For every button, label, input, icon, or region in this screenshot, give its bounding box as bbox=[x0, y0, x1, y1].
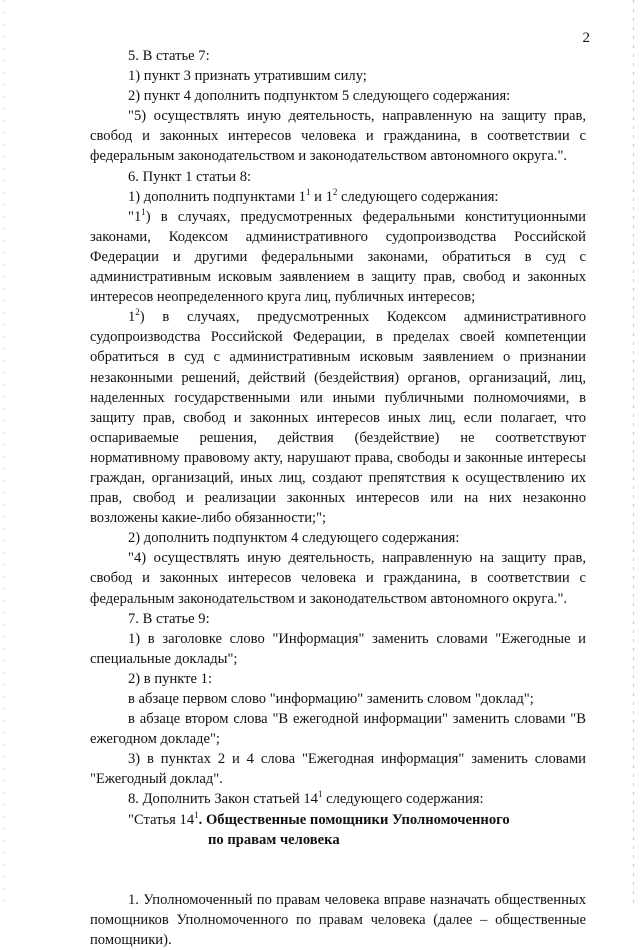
paragraph-subitem-1-2: $1^2$) в случаях, предусмотренных Кодексом административного судопроизводства Российской Федерации, в пределах своей компетенции обратиться в суд с административным исковым заявлением о признании незаконными решений, действий (бездействия) органов, организаций, лиц, наделенных государственными или иными публичными полномочиями, в защиту прав, свобод и законных интересов иных лиц, если полагает, что оспариваемые решения, действия (бездействие) не соответствуют нормативному правовому акту, нарушают права, свободы и законные интересы граждан, организаций, иных лиц, создают препятствия к осуществлению их прав, свобод и реализации законных интересов или на них незаконно возложены какие-либо обязанности;"; bbox=[90, 307, 586, 527]
page-number: 2 bbox=[582, 30, 590, 46]
article-heading: "Статья $14^1$. Общественные помощники Уполномоченного bbox=[128, 809, 510, 828]
paragraph-supplement-subitems: 1) дополнить подпунктами $1^1$ и $1^2$ следующего содержания: bbox=[128, 186, 499, 205]
paragraph-item-1: 2) в пункте 1: bbox=[128, 670, 213, 687]
paragraph-article-8: 6. Пункт 1 статьи 8: bbox=[128, 168, 252, 185]
paragraph-items-2-4: 3) в пунктах 2 и 4 слова "Ежегодная информация" заменить словами "Ежегодный доклад". bbox=[90, 751, 586, 788]
paragraph-subitem-1-1: "$1^1$) в случаях, предусмотренных федеральными конституционными законами, Кодексом административного судопроизводства Российской Федерации и другими федеральными законами, обратиться в суд с административным исковым заявлением в защиту прав, свобод и законных интересов неопределенного круга лиц, публичных интересов; bbox=[90, 206, 586, 306]
paragraph-quote-subitem-4: "4) осуществлять иную деятельность, направленную на защиту прав, свобод и законных интересов человека и гражданина, в соответствии с федеральным законодательством и законодательством автономного округа.". bbox=[90, 550, 586, 607]
article-title-line-1: Общественные помощники Уполномоченного bbox=[205, 811, 510, 828]
paragraph-item-1-repeal: 1) пункт 3 признать утратившим силу; bbox=[128, 68, 367, 85]
article-title-line-2: по правам человека bbox=[208, 831, 340, 848]
paragraph-article-9: 7. В статье 9: bbox=[128, 610, 210, 627]
paragraph-quote-subitem-5: "5) осуществлять иную деятельность, направленную на защиту прав, свобод и законных интересов человека и гражданина, в соответствии с федеральным законодательством и законодательством автономного округа.". bbox=[90, 108, 586, 165]
paragraph-item-2-supplement: 2) пункт 4 дополнить подпунктом 5 следующего содержания: bbox=[128, 88, 511, 105]
paragraph-public-assistants: 1. Уполномоченный по правам человека вправе назначать общественных помощников Уполномоченного по правам человека (далее – общественные помощники). bbox=[90, 891, 586, 948]
paragraph-first-abzac: в абзаце первом слово "информацию" заменить словом "доклад"; bbox=[128, 691, 534, 707]
scan-edge-right bbox=[633, 0, 634, 905]
paragraph-second-abzac: в абзаце втором слова "В ежегодной информации" заменить словами "В ежегодном докладе"; bbox=[90, 711, 586, 748]
spacer bbox=[90, 850, 586, 890]
paragraph-supplement-subitem-4: 2) дополнить подпунктом 4 следующего содержания: bbox=[128, 530, 460, 547]
document-body bbox=[90, 46, 586, 950]
scan-edge-left bbox=[4, 0, 5, 905]
paragraph-heading-replace: 1) в заголовке слово "Информация" заменить словами "Ежегодные и специальные доклады"; bbox=[90, 630, 586, 667]
paragraph-article-7: 5. В статье 7: bbox=[128, 48, 210, 64]
paragraph-add-article: 8. Дополнить Закон статьей $14^1$ следующего содержания: bbox=[128, 789, 484, 808]
